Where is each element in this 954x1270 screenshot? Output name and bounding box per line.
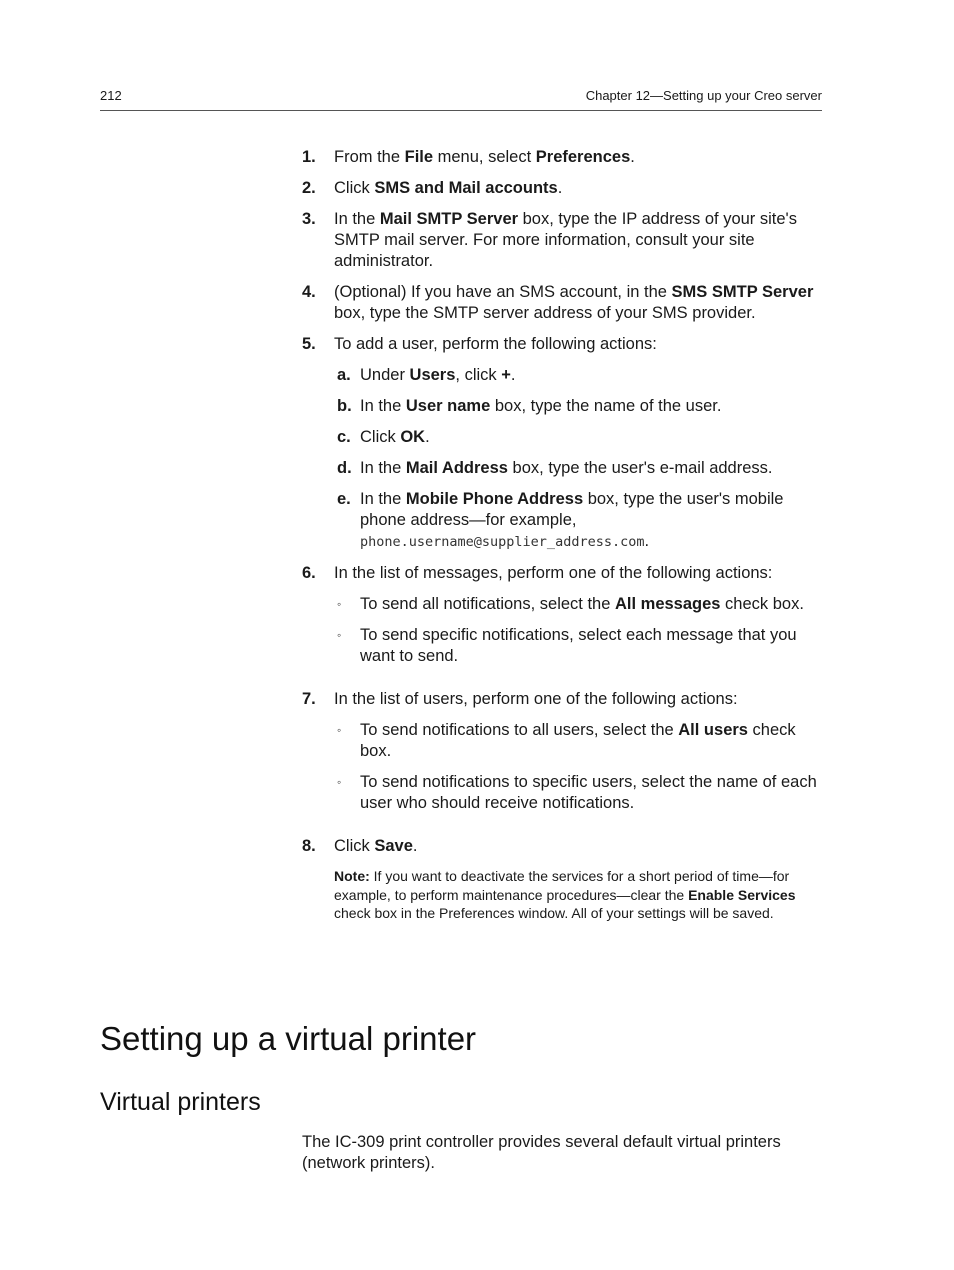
step-text: To add a user, perform the following actions: bbox=[334, 335, 657, 353]
page-header bbox=[100, 88, 822, 111]
substep-c bbox=[337, 427, 822, 448]
note bbox=[334, 867, 822, 923]
step-7 bbox=[302, 689, 822, 710]
note-label: Note: bbox=[334, 868, 370, 884]
ui-label: Enable Services bbox=[688, 886, 796, 903]
step-text: In the bbox=[360, 397, 406, 415]
step-number: 4. bbox=[302, 283, 316, 301]
step-text: . bbox=[412, 837, 418, 855]
step-text: box, type the SMTP server address of your SMS provider. bbox=[334, 304, 756, 322]
step-number: 6. bbox=[302, 564, 316, 582]
step-text: Click bbox=[334, 179, 375, 197]
step-text: In the bbox=[360, 490, 406, 508]
step-text: box, type the name of the user. bbox=[490, 397, 722, 415]
bullet-icon: ◦ bbox=[337, 628, 342, 642]
substep-a bbox=[337, 365, 822, 386]
ui-label: Save bbox=[374, 837, 413, 855]
ui-label: + bbox=[501, 366, 511, 384]
step-text: box, type the IP address of your site's SMTP mail server. For more information, consult your site administrator. bbox=[334, 210, 797, 270]
ui-label: Mobile Phone Address bbox=[405, 490, 584, 508]
step-8 bbox=[302, 836, 822, 857]
ui-label: Users bbox=[409, 366, 456, 384]
bullet-icon: ◦ bbox=[337, 775, 342, 789]
step-3 bbox=[302, 209, 822, 272]
menu-item-name: Preferences bbox=[535, 148, 631, 166]
step-text: To send notifications to all users, select the bbox=[360, 721, 679, 739]
substep-label: c. bbox=[337, 428, 351, 446]
ui-label: SMS and Mail accounts bbox=[374, 179, 558, 197]
step-number: 8. bbox=[302, 837, 316, 855]
page-number: 212 bbox=[100, 88, 122, 103]
step-2 bbox=[302, 178, 822, 199]
bullet-item bbox=[337, 772, 822, 814]
ui-label: Mail SMTP Server bbox=[379, 210, 519, 228]
substep-d bbox=[337, 458, 822, 479]
step-text: In the list of messages, perform one of the following actions: bbox=[334, 564, 773, 582]
step-number: 3. bbox=[302, 210, 316, 228]
substep-label: a. bbox=[337, 366, 351, 384]
ui-label: SMS SMTP Server bbox=[671, 283, 814, 301]
step-text: check box. bbox=[360, 721, 796, 760]
example-address: phone.username@supplier_address.com bbox=[360, 534, 645, 550]
step-text: . bbox=[557, 179, 563, 197]
substep-b bbox=[337, 396, 822, 417]
ui-label: OK bbox=[400, 428, 426, 446]
step-number: 7. bbox=[302, 690, 316, 708]
step-text: Click bbox=[360, 428, 401, 446]
menu-name: File bbox=[404, 148, 434, 166]
ui-label: User name bbox=[405, 397, 491, 415]
bullet-icon: ◦ bbox=[337, 597, 342, 611]
step-text: , click bbox=[455, 366, 502, 384]
ui-label: All users bbox=[678, 721, 748, 739]
step-text: box, type the user's mobile phone address—for example, bbox=[360, 490, 784, 529]
section-heading: Setting up a virtual printer bbox=[100, 1020, 477, 1057]
bullet-item bbox=[337, 625, 822, 667]
step-6 bbox=[302, 563, 822, 584]
step-5 bbox=[302, 334, 822, 355]
step-text: In the bbox=[334, 210, 380, 228]
step-text: . bbox=[630, 148, 635, 166]
step-text: To send specific notifications, select each message that you want to send. bbox=[360, 626, 797, 665]
substep-e bbox=[337, 489, 822, 553]
step-text: To send notifications to specific users, select the name of each user who should receive notifications. bbox=[360, 773, 817, 812]
step-text: . bbox=[644, 532, 650, 550]
step-text: box, type the user's e-mail address. bbox=[507, 459, 773, 477]
intro-paragraph: The IC-309 print controller provides several default virtual printers (network printers). bbox=[302, 1133, 781, 1172]
step-number: 5. bbox=[302, 335, 316, 353]
step-text: Under bbox=[360, 366, 410, 384]
ui-label: All messages bbox=[614, 595, 721, 613]
step-text: menu, select bbox=[433, 148, 536, 166]
substep-label: d. bbox=[337, 459, 352, 477]
step-text: To send all notifications, select the bbox=[360, 595, 615, 613]
substep-label: b. bbox=[337, 397, 352, 415]
step-text: Click bbox=[334, 837, 375, 855]
step-text: (Optional) If you have an SMS account, in the bbox=[334, 283, 672, 301]
step-number: 1. bbox=[302, 148, 316, 166]
note-text: If you want to deactivate the services for a short period of time—for example, to perform maintenance procedures—clear the bbox=[334, 868, 790, 903]
step-4 bbox=[302, 282, 822, 324]
chapter-title: Chapter 12—Setting up your Creo server bbox=[585, 88, 822, 103]
bullet-item bbox=[337, 594, 822, 615]
step-text: In the bbox=[360, 459, 406, 477]
ui-label: Mail Address bbox=[405, 459, 508, 477]
procedure-steps bbox=[302, 147, 822, 923]
substep-label: e. bbox=[337, 490, 351, 508]
note-text: check box in the Preferences window. All of your settings will be saved. bbox=[334, 905, 774, 921]
step-number: 2. bbox=[302, 179, 316, 197]
step-text: . bbox=[510, 366, 516, 384]
bullet-item bbox=[337, 720, 822, 762]
subsection-heading: Virtual printers bbox=[100, 1088, 261, 1116]
step-text: . bbox=[425, 428, 430, 446]
bullet-icon: ◦ bbox=[337, 723, 342, 737]
step-1 bbox=[302, 147, 822, 168]
step-text: From the bbox=[334, 148, 405, 166]
step-text: In the list of users, perform one of the following actions: bbox=[334, 690, 738, 708]
step-text: check box. bbox=[720, 595, 804, 613]
